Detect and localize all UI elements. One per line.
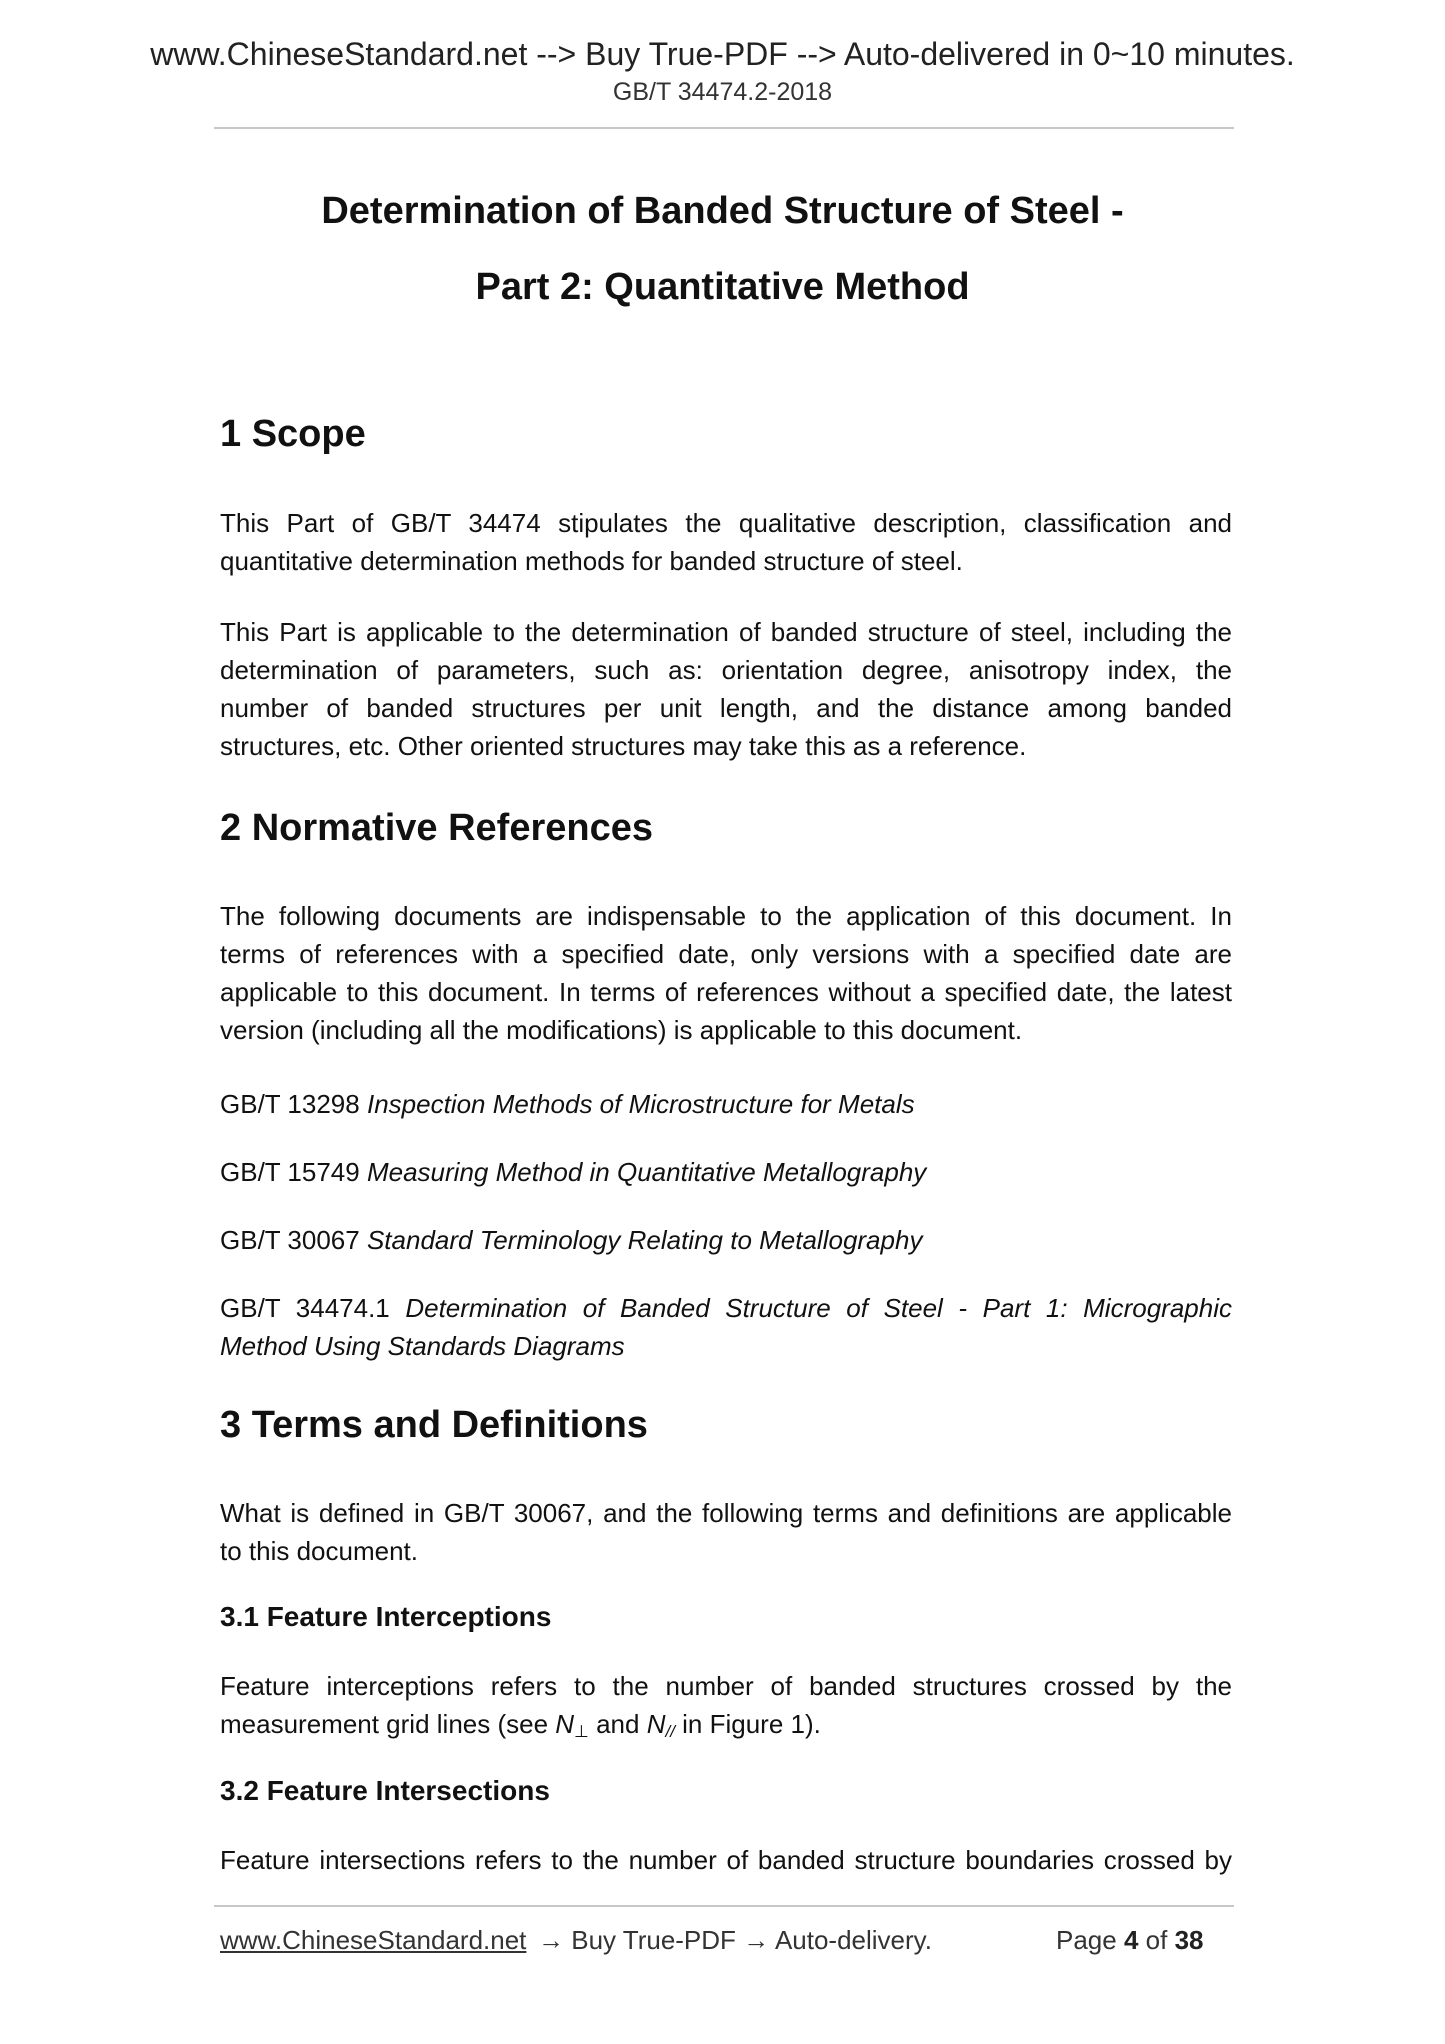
footer-delivery-text: → Buy True-PDF → Auto-delivery. <box>538 1925 932 1955</box>
subsection-heading-feature-interceptions: 3.1 Feature Interceptions <box>220 1601 552 1632</box>
section-heading-normative-references: 2 Normative References <box>220 807 653 849</box>
page-number: 4 <box>1123 1925 1139 1955</box>
text-line: Feature interceptions refers to the number of banded structures crossed by the <box>220 1671 1232 1701</box>
reference-code: GB/T 13298 <box>220 1089 360 1119</box>
text-line: number of banded structures per unit length, and the distance among banded <box>220 693 1232 723</box>
reference-code: GB/T 15749 <box>220 1157 360 1187</box>
scope-paragraph-2 <box>220 613 1232 765</box>
text-line: The following documents are indispensable to the application of this document. In <box>220 901 1232 931</box>
symbol-n-perpendicular <box>555 1709 589 1739</box>
reference-title: Measuring Method in Quantitative Metallography <box>366 1157 927 1187</box>
header-divider <box>214 127 1234 129</box>
text-fragment: in Figure 1). <box>674 1709 821 1739</box>
reference-line <box>220 1289 1232 1327</box>
page-total: 38 <box>1174 1925 1204 1955</box>
text-line: terms of references with a specified date, only versions with a specified date are <box>220 939 1232 969</box>
text-fragment: and <box>588 1709 647 1739</box>
header-banner: www.ChineseStandard.net --> Buy True-PDF --> Auto-delivered in 0~10 minutes. <box>150 36 1295 72</box>
symbol-letter: N <box>555 1709 575 1739</box>
reference-item <box>220 1221 1232 1259</box>
text-line: quantitative determination methods for banded structure of steel. <box>220 546 963 576</box>
reference-code: GB/T 30067 <box>220 1225 360 1255</box>
reference-item <box>220 1085 1232 1123</box>
reference-title-continued: Method Using Standards Diagrams <box>220 1331 625 1361</box>
terms-paragraph <box>220 1494 1232 1570</box>
reference-code: GB/T 34474.1 <box>220 1293 390 1323</box>
subsection-heading-feature-intersections: 3.2 Feature Intersections <box>220 1775 550 1806</box>
page-label: Page <box>1056 1925 1117 1955</box>
feature-interceptions-paragraph <box>220 1667 1232 1743</box>
document-title-line1: Determination of Banded Structure of Steel - <box>321 190 1124 232</box>
text-line: This Part is applicable to the determination of banded structure of steel, including the <box>220 617 1232 647</box>
text-line: Feature intersections refers to the number of banded structure boundaries crossed by <box>220 1845 1232 1875</box>
text-line: What is defined in GB/T 30067, and the following terms and definitions are applicable <box>220 1498 1232 1528</box>
text-line: applicable to this document. In terms of references without a specified date, the latest <box>220 977 1232 1007</box>
footer-website-link[interactable]: www.ChineseStandard.net <box>220 1925 527 1955</box>
of-label: of <box>1145 1925 1168 1955</box>
text-line: to this document. <box>220 1536 418 1566</box>
reference-item <box>220 1289 1232 1365</box>
header-standard-code: GB/T 34474.2-2018 <box>612 78 833 106</box>
subscript-perpendicular: ⊥ <box>574 1722 589 1741</box>
reference-item <box>220 1153 1232 1191</box>
page-indicator <box>1056 1925 1204 1956</box>
text-line <box>220 1705 1232 1743</box>
symbol-letter: N <box>646 1709 666 1739</box>
document-title-line2: Part 2: Quantitative Method <box>475 266 970 308</box>
footer-divider <box>214 1905 1234 1907</box>
text-line: structures, etc. Other oriented structures may take this as a reference. <box>220 731 1027 761</box>
reference-title: Determination of Banded Structure of Steel - Part 1: Micrographic <box>405 1293 1232 1323</box>
reference-title: Inspection Methods of Microstructure for Metals <box>366 1089 915 1119</box>
reference-title: Standard Terminology Relating to Metallography <box>366 1225 923 1255</box>
text-line: version (including all the modifications) is applicable to this document. <box>220 1015 1023 1045</box>
text-line: determination of parameters, such as: orientation degree, anisotropy index, the <box>220 655 1232 685</box>
feature-intersections-paragraph <box>220 1841 1232 1879</box>
symbol-n-parallel <box>647 1709 675 1739</box>
text-line: This Part of GB/T 34474 stipulates the qualitative description, classification and <box>220 508 1232 538</box>
text-fragment: measurement grid lines (see <box>220 1709 556 1739</box>
references-paragraph <box>220 897 1232 1049</box>
section-heading-scope: 1 Scope <box>220 413 366 455</box>
scope-paragraph-1 <box>220 504 1232 580</box>
section-heading-terms-definitions: 3 Terms and Definitions <box>220 1404 648 1446</box>
subscript-parallel: // <box>665 1722 675 1741</box>
